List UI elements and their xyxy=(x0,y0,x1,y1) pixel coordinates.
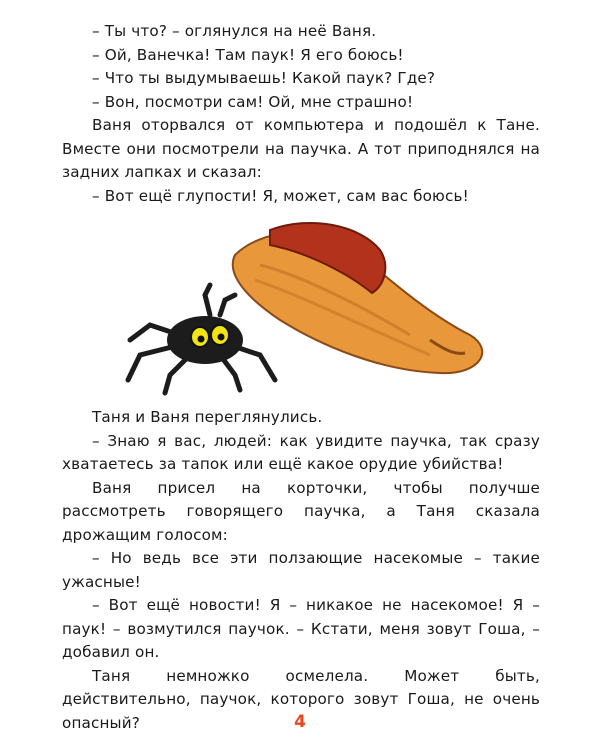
paragraph: Ваня присел на корточки, чтобы получше рассмотреть говорящего паучка, а Таня сказала дрожащим голосом: xyxy=(62,478,540,544)
page-number: 4 xyxy=(294,712,306,732)
paragraph: Ваня оторвался от компьютера и подошёл к Тане. Вместе они посмотрели на паучка. А тот приподнялся на задних лапках и сказал: xyxy=(62,116,540,181)
paragraph: Таня и Ваня переглянулись. xyxy=(92,408,323,426)
paragraph: – Вот ещё новости! Я – никакое не насекомое! Я – паук! – возмутился паучок. – Кстати, меня зовут Гоша, – добавил он. xyxy=(62,596,540,661)
text-block-bottom xyxy=(62,406,540,735)
paragraph: – Вот ещё глупости! Я, может, сам вас боюсь! xyxy=(92,186,469,205)
paragraph: – Вон, посмотри сам! Ой, мне страшно! xyxy=(92,92,414,111)
spider-icon xyxy=(128,285,275,393)
paragraph: – Что ты выдумываешь! Какой паук? Где? xyxy=(92,69,436,87)
paragraph: – Но ведь все эти ползающие насекомые – такие ужасные! xyxy=(62,549,540,591)
slipper-icon xyxy=(233,223,482,373)
paragraph: – Знаю я вас, людей: как увидите паучка, так сразу хватаетесь за тапок или ещё какое орудие убийства! xyxy=(62,431,540,473)
text-block-top xyxy=(62,20,540,208)
paragraph: Таня немножко осмелела. Может быть, действительно, паучок, которого зовут Гоша, не очень опасный? xyxy=(62,666,540,732)
illustration xyxy=(110,215,490,400)
paragraph: – Ой, Ванечка! Там паук! Я его боюсь! xyxy=(92,45,404,64)
paragraph: – Ты что? – оглянулся на неё Ваня. xyxy=(92,22,377,40)
